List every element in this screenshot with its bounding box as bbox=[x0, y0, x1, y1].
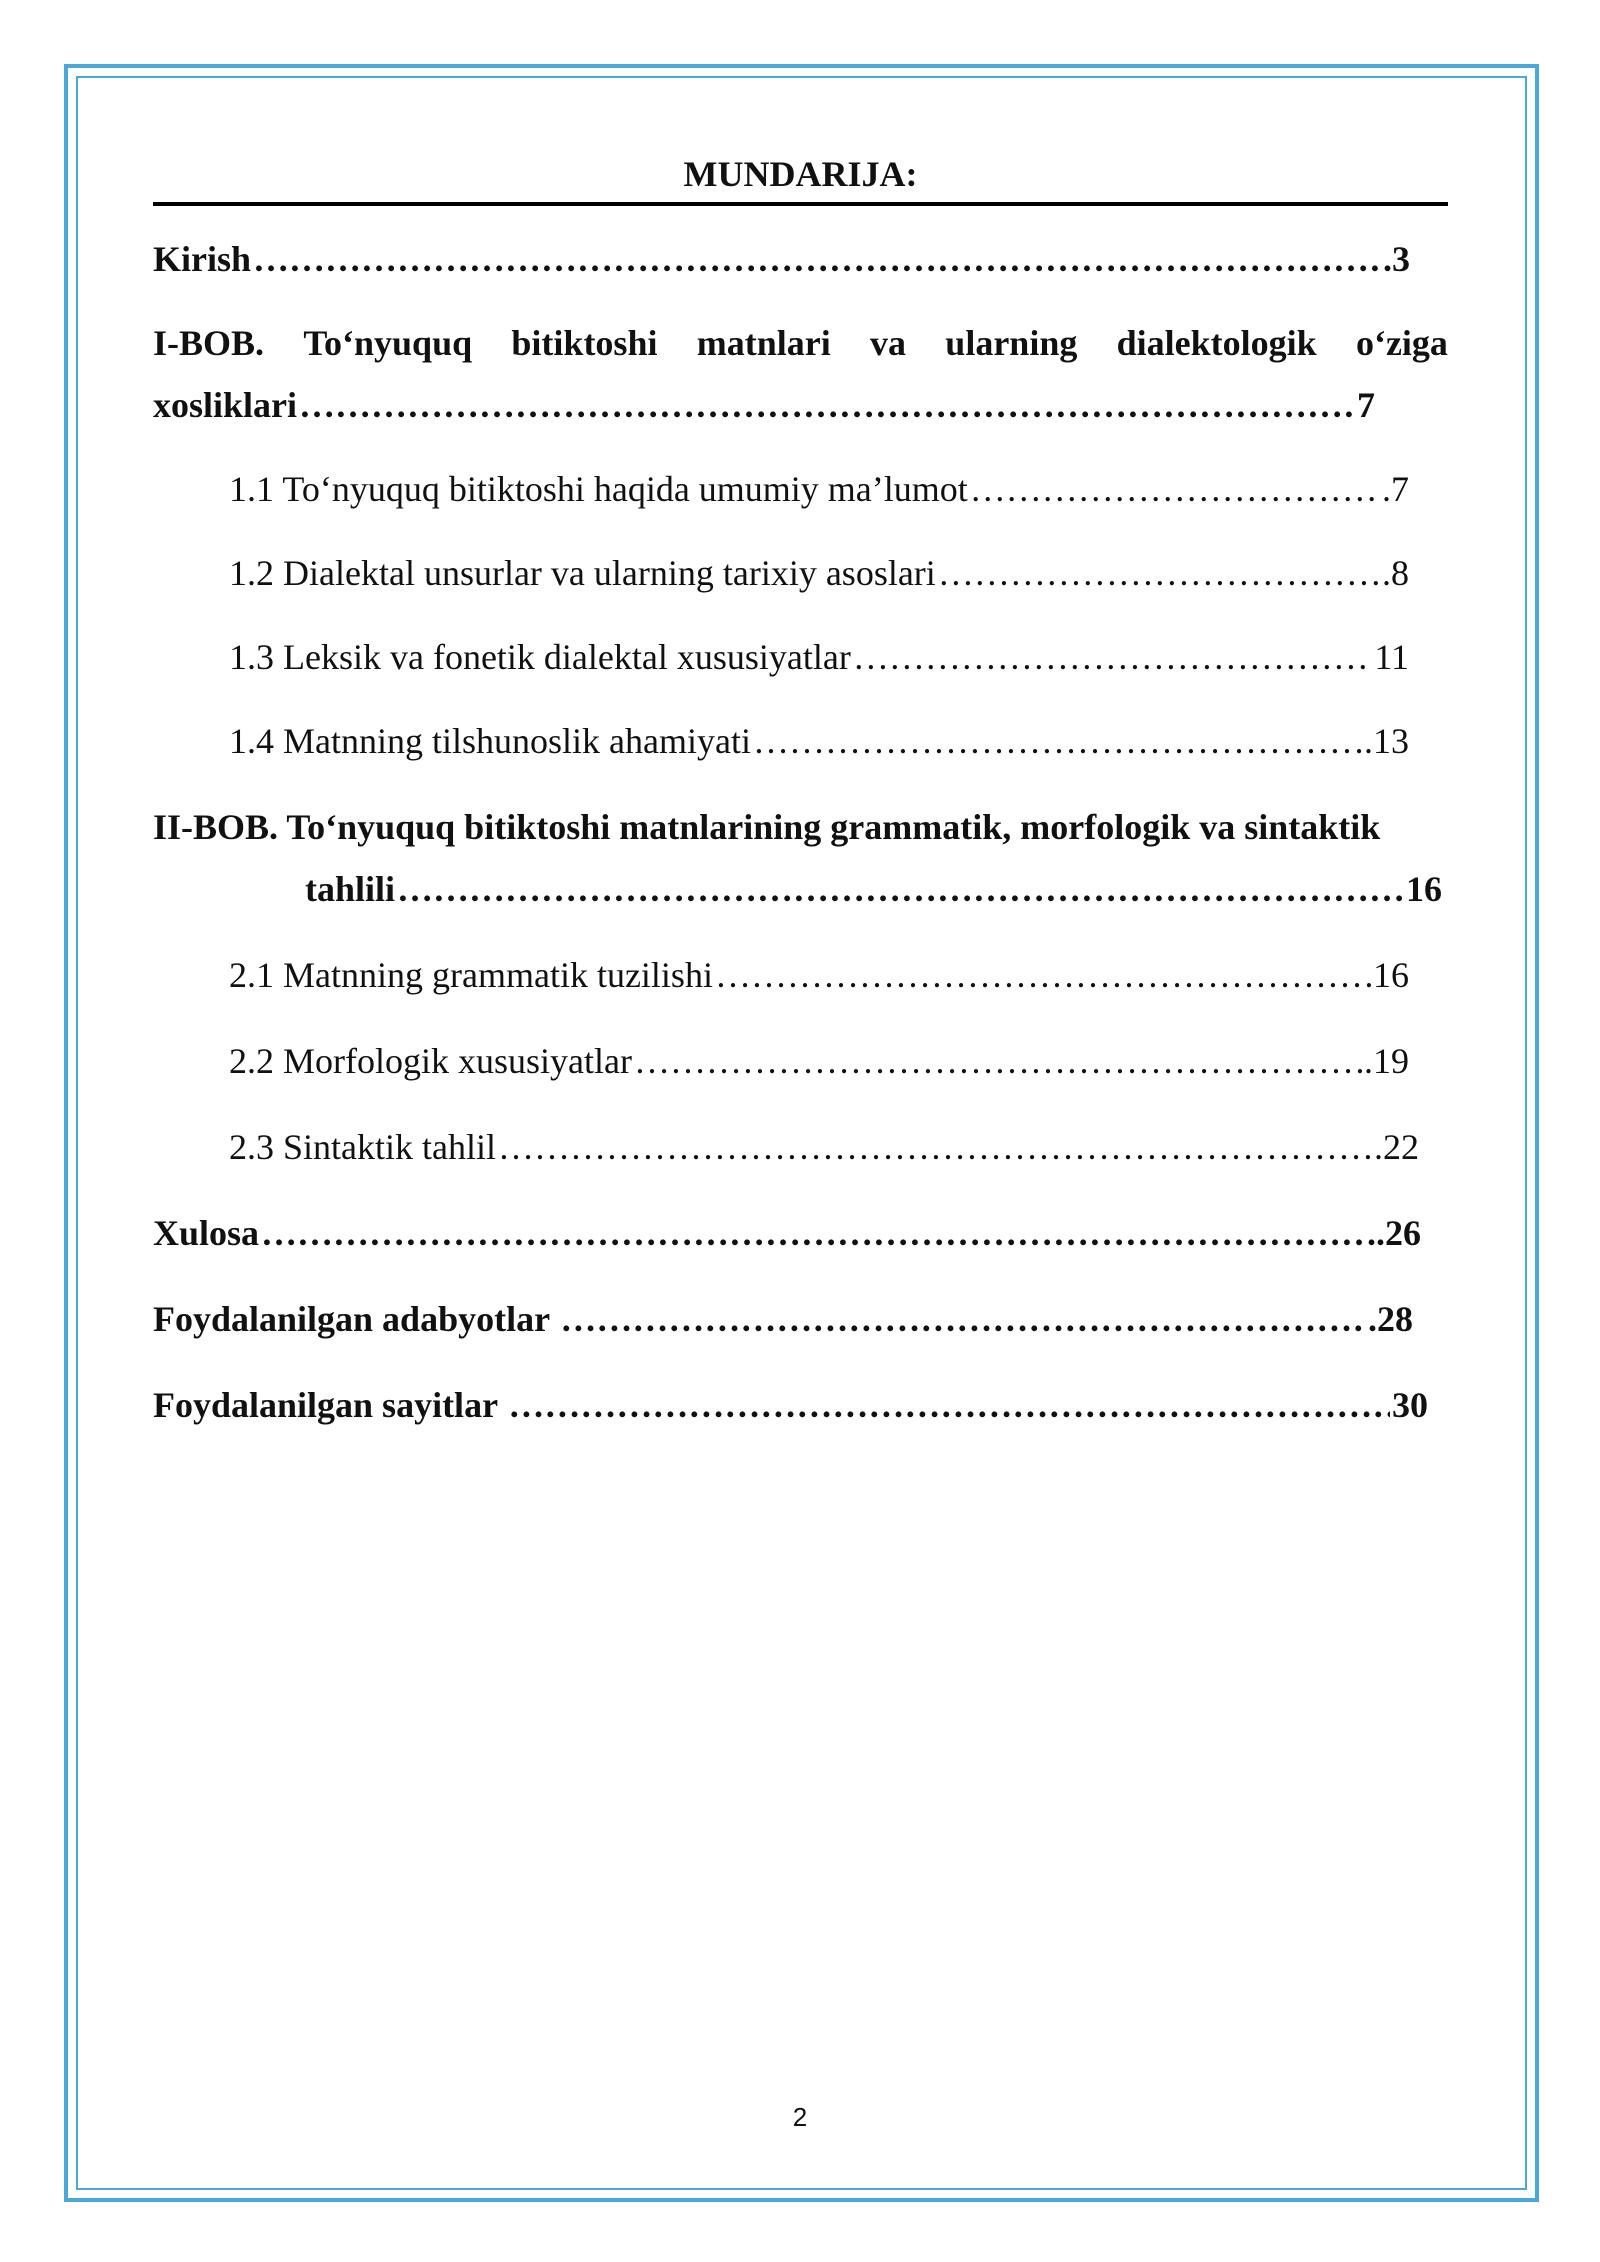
toc-entry-page: .13 bbox=[1364, 721, 1409, 761]
toc-subentry-2-2[interactable] bbox=[153, 1040, 1409, 1082]
table-of-contents bbox=[153, 150, 1448, 1426]
toc-entry-page: .7 bbox=[1382, 469, 1409, 509]
heading-word: ularning bbox=[945, 323, 1078, 363]
toc-chapter-1-heading[interactable] bbox=[153, 322, 1448, 364]
toc-entry-sayitlar[interactable] bbox=[153, 1384, 1428, 1426]
toc-leader-dots bbox=[253, 238, 1381, 280]
toc-entry-label: 2.1 Matnning grammatik tuzilishi bbox=[229, 955, 713, 995]
toc-leader-dots bbox=[938, 552, 1380, 594]
toc-entry-label: 1.3 Leksik va fonetik dialektal xususiyatlar bbox=[229, 637, 851, 677]
toc-chapter-2-heading[interactable] bbox=[153, 806, 1448, 848]
toc-chapter-2-continuation[interactable] bbox=[153, 868, 1442, 910]
toc-entry-label: 2.2 Morfologik xususiyatlar bbox=[229, 1041, 632, 1081]
heading-word: To‘nyuquq bbox=[303, 323, 473, 363]
toc-subentry-1-4[interactable] bbox=[153, 720, 1409, 762]
toc-title: MUNDARIJA: bbox=[153, 150, 1448, 206]
toc-subentry-1-3[interactable] bbox=[153, 636, 1409, 678]
toc-leader-dots bbox=[634, 1040, 1362, 1082]
toc-leader-dots bbox=[560, 1298, 1366, 1340]
toc-entry-page: .19 bbox=[1364, 1041, 1409, 1081]
toc-entry-page: 16 bbox=[1373, 955, 1409, 995]
toc-subentry-1-2[interactable] bbox=[153, 552, 1409, 594]
toc-entry-label: Foydalanilgan adabyotlar bbox=[153, 1299, 559, 1339]
toc-entry-adabiyotlar[interactable] bbox=[153, 1298, 1413, 1340]
toc-subentry-2-1[interactable] bbox=[153, 954, 1409, 996]
toc-leader-dots bbox=[970, 468, 1380, 510]
toc-leader-dots bbox=[498, 1126, 1372, 1168]
toc-leader-dots bbox=[715, 954, 1371, 996]
toc-entry-page: .3 bbox=[1383, 239, 1410, 279]
toc-entry-label: tahlili bbox=[305, 869, 396, 909]
toc-entry-label: 1.2 Dialektal unsurlar va ularning tarixiy asoslari bbox=[229, 553, 936, 593]
toc-entry-page: .22 bbox=[1374, 1127, 1419, 1167]
toc-entry-label: xosliklari bbox=[153, 385, 298, 425]
toc-leader-dots bbox=[299, 384, 1355, 426]
toc-entry-label: 2.3 Sintaktik tahlil bbox=[229, 1127, 496, 1167]
toc-entry-label: Foydalanilgan sayitlar bbox=[153, 1385, 507, 1425]
heading-word: va bbox=[870, 323, 907, 363]
toc-entry-page: 7 bbox=[1357, 385, 1375, 425]
toc-entry-label: 1.4 Matnning tilshunoslik ahamiyati bbox=[229, 721, 751, 761]
toc-entry-label: Kirish bbox=[153, 239, 252, 279]
heading-text: II-BOB. To‘nyuquq bitiktoshi matnlarining grammatik, morfologik va sintaktik bbox=[153, 807, 1381, 847]
toc-leader-dots bbox=[853, 636, 1372, 678]
toc-chapter-1-continuation[interactable] bbox=[153, 384, 1448, 426]
toc-entry-page: 30 bbox=[1392, 1385, 1428, 1425]
toc-subentry-1-1[interactable] bbox=[153, 468, 1409, 510]
heading-word: dialektologik bbox=[1116, 323, 1317, 363]
toc-entry-page: .8 bbox=[1382, 553, 1409, 593]
toc-leader-dots bbox=[397, 868, 1404, 910]
toc-entry-page: ..26 bbox=[1367, 1213, 1421, 1253]
toc-entry-kirish[interactable] bbox=[153, 238, 1448, 280]
page-number: 2 bbox=[792, 2102, 808, 2132]
heading-word: matnlari bbox=[696, 323, 831, 363]
toc-entry-label: 1.1 To‘nyuquq bitiktoshi haqida umumiy ma’lumot bbox=[229, 469, 968, 509]
toc-entry-page: 16 bbox=[1406, 869, 1442, 909]
toc-entry-page: 11 bbox=[1374, 637, 1409, 677]
toc-subentry-2-3[interactable] bbox=[153, 1126, 1419, 1168]
toc-leader-dots bbox=[261, 1212, 1365, 1254]
toc-entry-xulosa[interactable] bbox=[153, 1212, 1421, 1254]
heading-word: I-BOB. bbox=[153, 323, 265, 363]
toc-entry-page: .28 bbox=[1368, 1299, 1413, 1339]
heading-word: bitiktoshi bbox=[511, 323, 658, 363]
toc-entry-label: Xulosa bbox=[153, 1213, 260, 1253]
toc-leader-dots bbox=[753, 720, 1362, 762]
heading-word: o‘ziga bbox=[1355, 323, 1448, 363]
toc-leader-dots bbox=[508, 1384, 1390, 1426]
